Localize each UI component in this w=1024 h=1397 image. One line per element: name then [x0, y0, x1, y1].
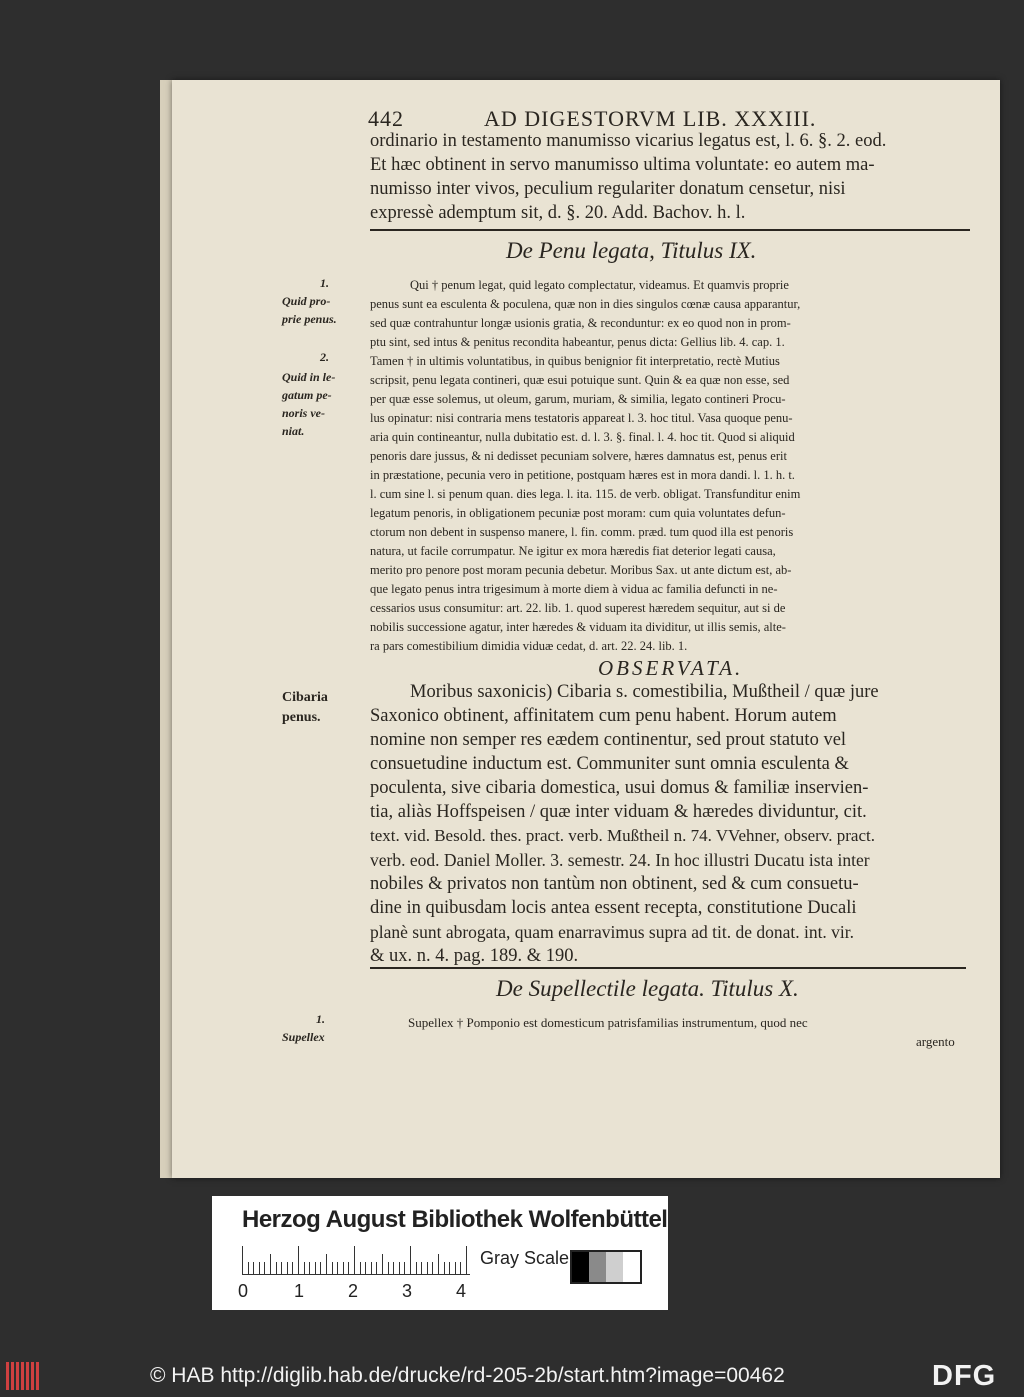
text-line: l. cum sine l. si penum quan. dies lega. l. ita. 115. de verb. obligat. Transfunditur enim	[370, 487, 801, 501]
text-line: scripsit, penu legata contineri, quæ esui potuique sunt. Quin & ea quæ non esse, sed	[370, 373, 790, 387]
ruler-tick	[427, 1262, 428, 1274]
text-line: consuetudine inductum est. Communiter sunt omnia esculenta &	[370, 754, 849, 774]
ruler-tick	[421, 1262, 422, 1274]
section-title-x: De Supellectile legata. Titulus X.	[496, 976, 799, 1001]
swatch-gray	[589, 1252, 606, 1282]
calibration-title: Herzog August Bibliothek Wolfenbüttel	[242, 1206, 668, 1233]
gray-scale-label: Gray Scale	[480, 1248, 570, 1268]
ruler-tick	[360, 1262, 361, 1274]
text-line: ordinario in testamento manumisso vicarius legatus est, l. 6. §. 2. eod.	[370, 131, 887, 151]
ruler-tick	[304, 1262, 305, 1274]
text-line: lus opinatur: nisi contraria mens testatoris appareat l. 3. hoc titul. Vasa quoque penu-	[370, 411, 793, 425]
text-line: nomine non semper res eædem continentur, sed prout statuto vel	[370, 730, 847, 750]
text-line: in præstatione, pecunia vero in petitione, postquam hæres est in mora dandi. l. 1. h. t.	[370, 468, 795, 482]
text-line: Et hæc obtinent in servo manumisso ultima voluntate: eo autem ma-	[370, 155, 875, 175]
footer-bar	[0, 1356, 1024, 1397]
scale-number: 4	[456, 1281, 467, 1301]
scale-number: 0	[238, 1281, 249, 1301]
text-line: & ux. n. 4. pag. 189. & 190.	[370, 946, 579, 966]
hab-logo-icon	[6, 1362, 46, 1390]
ruler-tick	[242, 1246, 243, 1274]
text-line: dine in quibusdam locis antea essent recepta, constitutione Ducali	[370, 898, 857, 918]
ruler-tick	[438, 1254, 439, 1274]
ruler-tick	[455, 1262, 456, 1274]
margin-note: Cibaria	[282, 690, 328, 705]
swatch-black	[572, 1252, 589, 1282]
ruler-tick	[309, 1262, 310, 1274]
ruler-tick	[298, 1246, 299, 1274]
ruler-tick	[404, 1262, 405, 1274]
ruler-tick	[410, 1246, 411, 1274]
text-line: penus sunt ea esculenta & poculena, quæ non in dies singulos cœnæ causa apparantur,	[370, 297, 801, 311]
ruler-tick	[315, 1262, 316, 1274]
text-line: planè sunt abrogata, quam enarravimus supra ad tit. de donat. int. vir.	[370, 922, 855, 942]
swatch-white	[623, 1252, 640, 1282]
ruler-tick	[287, 1262, 288, 1274]
margin-note: 1.	[316, 1012, 325, 1026]
text-line: Qui † penum legat, quid legato complectatur, videamus. Et quamvis proprie	[410, 278, 789, 292]
margin-note: prie penus.	[282, 312, 337, 326]
margin-note: Quid pro-	[282, 294, 331, 308]
ruler-tick	[376, 1262, 377, 1274]
text-line: Supellex † Pomponio est domesticum patrisfamilias instrumentum, quod nec	[408, 1015, 808, 1030]
scale-number: 2	[348, 1281, 359, 1301]
text-line: Moribus saxonicis) Cibaria s. comestibilia, Mußtheil / quæ jure	[410, 682, 879, 702]
ruler-tick	[253, 1262, 254, 1274]
ruler-tick	[348, 1262, 349, 1274]
ruler-tick	[337, 1262, 338, 1274]
ruler-tick	[343, 1262, 344, 1274]
margin-note: noris ve-	[282, 406, 325, 420]
ruler-tick	[432, 1262, 433, 1274]
ruler-tick	[320, 1262, 321, 1274]
page-edge	[160, 80, 172, 1178]
text-line: legatum penoris, in obligationem pecuniæ post moram: cum quia voluntates defun-	[370, 506, 786, 520]
ruler-tick	[399, 1262, 400, 1274]
text-line: ra pars comestibilium dimidia viduæ cedat, d. art. 22. 24. lib. 1.	[370, 639, 688, 653]
text-line: Tamen † in ultimis voluntatibus, in quibus benignior fit interpretatio, rectè Mutius	[370, 354, 780, 368]
text-line: nobiles & privatos non tantùm non obtinent, sed & cum consuetu-	[370, 874, 859, 894]
ruler-tick	[281, 1262, 282, 1274]
ruler-tick	[326, 1254, 327, 1274]
ruler-scale	[242, 1246, 472, 1276]
ruler-tick	[416, 1262, 417, 1274]
ruler-tick	[332, 1262, 333, 1274]
section-title-ix: De Penu legata, Titulus IX.	[506, 238, 757, 263]
ruler-tick	[248, 1262, 249, 1274]
observata-heading: OBSERVATA.	[598, 656, 744, 680]
text-line: ctorum non debent in suspenso manere, l. fin. comm. præd. tum quod illa est penoris	[370, 525, 794, 539]
text-line: text. vid. Besold. thes. pract. verb. Mußtheil n. 74. VVehner, observ. pract.	[370, 826, 875, 845]
text-line: expressè ademptum sit, d. §. 20. Add. Bachov. h. l.	[370, 203, 746, 223]
text-line: poculenta, sive cibaria domestica, usui domus & familiæ inservien-	[370, 778, 869, 798]
calibration-card	[212, 1196, 668, 1310]
divider-rule	[370, 229, 970, 231]
scale-number: 1	[294, 1281, 305, 1301]
text-line: penoris dare jussus, & ni dedisset pecuniam solvere, hæres damnatus est, penus erit	[370, 449, 787, 463]
ruler-tick	[365, 1262, 366, 1274]
text-line: tia, aliàs Hoffspeisen / quæ inter viduam & hæredes dividuntur, cit.	[370, 802, 867, 822]
catchword: argento	[916, 1034, 955, 1049]
text-line: sed quæ contrahuntur longæ usionis gratia, & reconduntur: ex eo quod non in prom-	[370, 316, 791, 330]
ruler-tick	[264, 1262, 265, 1274]
ruler-tick	[393, 1262, 394, 1274]
text-line: nobilis successione agatur, inter hæredes & viduam ita dividitur, ut illis semis, alte-	[370, 620, 786, 634]
swatch-light	[606, 1252, 623, 1282]
text-line: que legato penus intra trigesimum à morte diem à vidua ac familia defuncti in ne-	[370, 582, 778, 596]
margin-note: niat.	[282, 424, 305, 438]
ruler-tick	[382, 1254, 383, 1274]
text-line: verb. eod. Daniel Moller. 3. semestr. 24. In hoc illustri Ducatu ista inter	[370, 850, 870, 870]
margin-note: 2.	[320, 350, 329, 364]
margin-note: Supellex	[282, 1030, 325, 1044]
text-line: per quæ esse solemus, ut oleum, garum, muriam, & similia, legato contineri Procu-	[370, 392, 786, 406]
scale-number: 3	[402, 1281, 413, 1301]
ruler-tick	[270, 1254, 271, 1274]
text-line: Saxonico obtinent, affinitatem cum penu habent. Horum autem	[370, 706, 837, 726]
ruler-tick	[354, 1246, 355, 1274]
ruler-tick	[460, 1262, 461, 1274]
ruler-tick	[371, 1262, 372, 1274]
text-line: ptu sint, sed intus & penitus recondita habeantur, penus dicta: Gellius lib. 4. cap. 1.	[370, 335, 785, 349]
ruler-tick	[449, 1262, 450, 1274]
ruler-tick	[444, 1262, 445, 1274]
copyright-link[interactable]: © HAB http://diglib.hab.de/drucke/rd-205-2b/start.htm?image=00462	[150, 1364, 785, 1387]
margin-note: penus.	[282, 710, 321, 725]
margin-note: 1.	[320, 276, 329, 290]
divider-rule	[370, 967, 966, 969]
text-line: aria quin contineantur, nulla dubitatio est. d. l. 3. §. final. l. 4. hoc tit. Quod si aliquid	[370, 430, 795, 444]
gray-scale-swatch	[570, 1250, 642, 1284]
ruler-tick	[466, 1246, 467, 1274]
page-number: 442	[368, 106, 404, 131]
ruler-tick	[259, 1262, 260, 1274]
text-line: numisso inter vivos, peculium regulariter donatum censetur, nisi	[370, 179, 846, 199]
text-line: natura, ut facile corrumpatur. Ne igitur ex mora hæredis fiat deterior legati causa,	[370, 544, 776, 558]
text-line: merito pro penore post moram pecunia debetur. Moribus Sax. ut ante dictum est, ab-	[370, 563, 792, 577]
ruler-tick	[388, 1262, 389, 1274]
dfg-logo: DFG	[932, 1360, 997, 1392]
text-line: cessarios usus consumitur: art. 22. lib. 1. quod superest hæredem sequitur, aut si de	[370, 601, 786, 615]
ruler-tick	[276, 1262, 277, 1274]
running-head: AD DIGESTORVM LIB. XXXIII.	[484, 106, 817, 131]
ruler-tick	[292, 1262, 293, 1274]
margin-note: Quid in le-	[282, 370, 336, 384]
margin-note: gatum pe-	[282, 388, 332, 402]
